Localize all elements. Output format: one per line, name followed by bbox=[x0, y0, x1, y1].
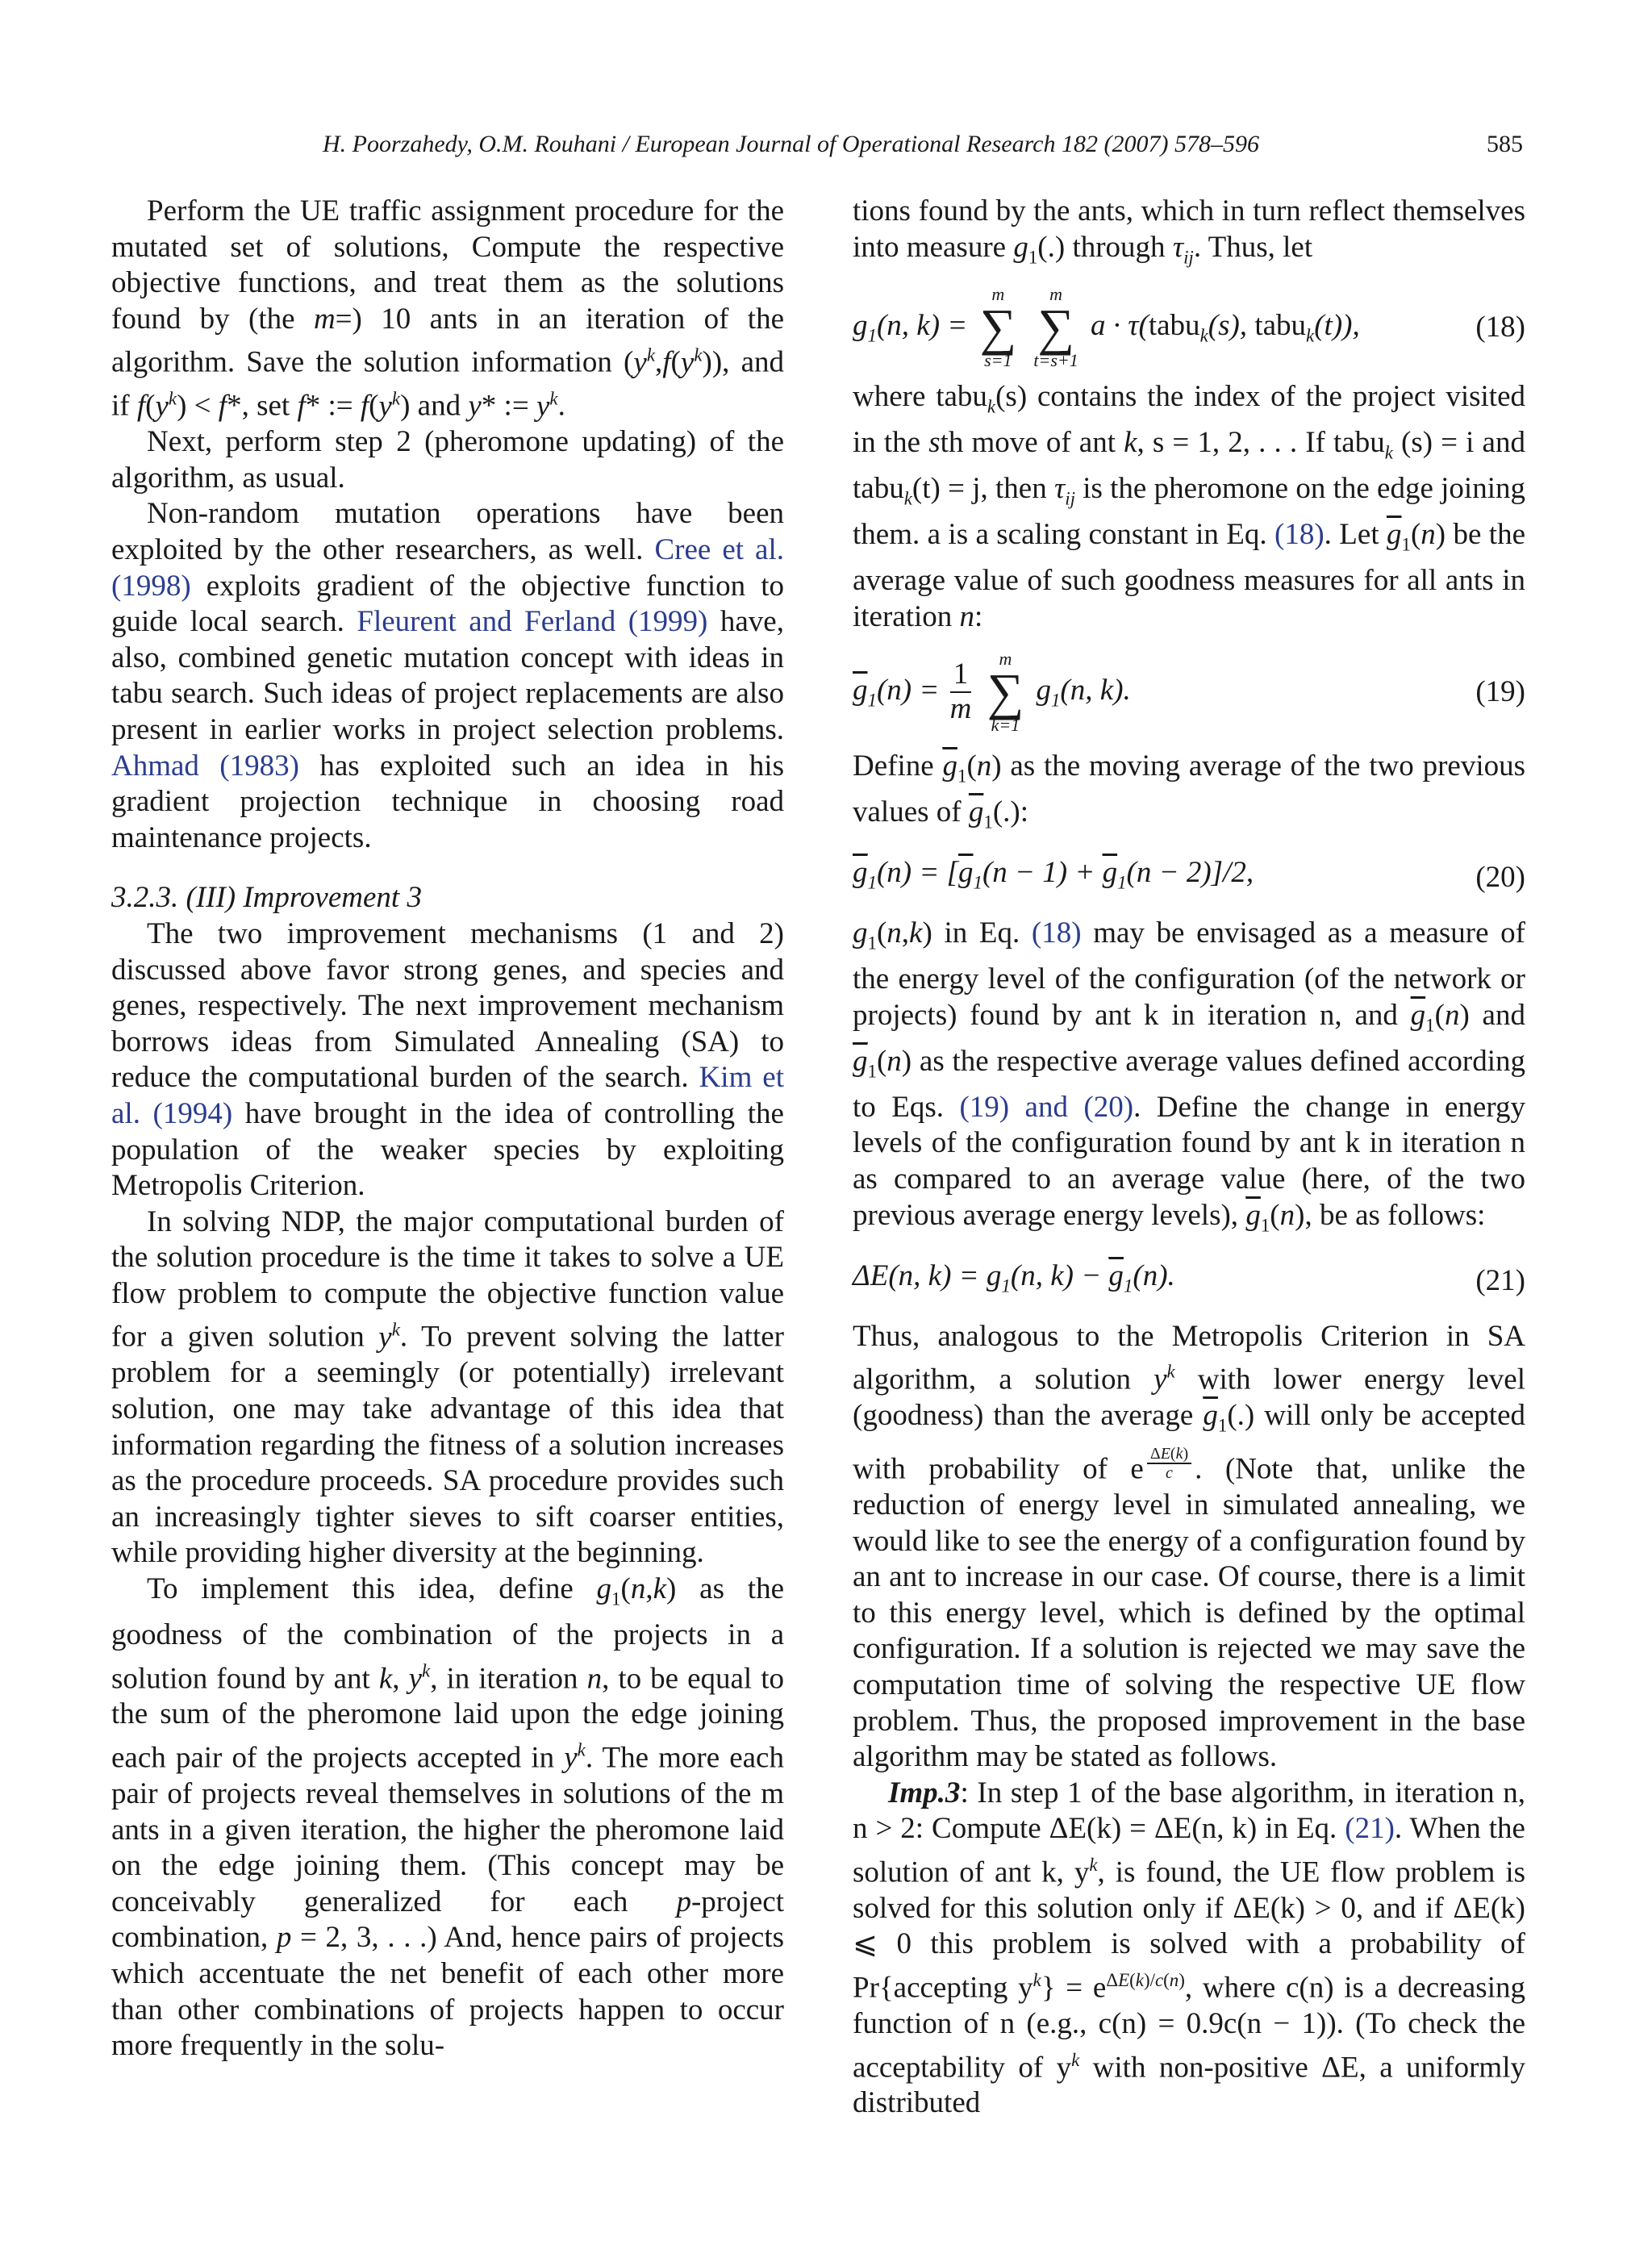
equation-number-18: (18) bbox=[1475, 310, 1525, 344]
imp3-label: Imp.3 bbox=[888, 1776, 961, 1809]
equation-number-19: (19) bbox=[1475, 674, 1525, 708]
citation-kim-1994[interactable]: Kim et al. (1994) bbox=[111, 1061, 785, 1130]
paragraph-ndp: In solving NDP, the major computational burden of the solution procedure is the time it takes to solve a UE flow problem to compute the objective function value for a given solution $y^k$. To prevent solving the latter problem for a seemingly (or potentially) irrelevant solution, one may take advantage of this idea that information regarding the fitness of a solution increases as the procedure proceeds. SA procedure provides such an increasingly tighter sieves to sift coarser entities, while providing higher diversity at the beginning. bbox=[111, 1204, 784, 1570]
section-heading: 3.2.3. (III) Improvement 3 bbox=[111, 881, 422, 915]
equation-18: $g_1(n$, k) = m ∑ s=1 m ∑ t=s+1 a · τ(tabu$_k$(s), tabu$_k$(t)), (18) bbox=[853, 283, 1525, 371]
paragraph-mutation: Perform the UE traffic assignment procedure for the mutated set of solutions, Compute the respective objective functions, and treat them as the solutions found by (the m=) 10 ants in an iteration of the algorithm. Save the solution information $(y^k,f(y^k))$, and if $f(y^k) < f*$, set f* := $f(y^k)$ and y* := $y^k$. bbox=[111, 194, 784, 423]
running-header bbox=[111, 131, 1523, 163]
equation-number-20: (20) bbox=[1475, 861, 1525, 895]
ref-eq-18[interactable]: (18) bbox=[1274, 518, 1325, 552]
paragraph-improvement-intro: The two improvement mechanisms (1 and 2) discussed above favor strong genes, and species and genes, respectively. The next improvement mechanism borrows ideas from Simulated Annealing (SA) to reduce the computational burden of the search. Kim et al. (1994) have brought in the idea of controlling the population of the weaker species by exploiting Metropolis Criterion. bbox=[111, 916, 785, 1203]
paragraph-energy: $g_1(n,k)$ in Eq. (18) may be envisaged as a measure of the energy level of the configuration (of the network or projects) found by ant k in iteration n, and $\overline{g}_1(n)$ and $\overline{g}_1(n)$ as the respective average values defined according to Eqs. (19) and (20). Define the change in energy levels of the configuration found by ant k in iteration n as compared to an average value (here, of the two previous average energy levels), $\overline{g}_1(n)$, be as follows: bbox=[853, 916, 1525, 1235]
paragraph-nonrandom: Non-random mutation operations have been exploited by the other researchers, as well. Cree et al. (1998) exploits gradient of the objective function to guide local search. Fleurent and Ferland (1999) have, also, combined genetic mutation concept with ideas in tabu search. Such ideas of project replacements are also present in earlier works in project selection problems. Ahmad (1983) has exploited such an idea in his gradient projection technique in choosing road maintenance projects. bbox=[111, 497, 784, 854]
left-column bbox=[111, 194, 784, 2064]
ref-eq-21[interactable]: (21) bbox=[1345, 1812, 1395, 1846]
paragraph-step2: Next, perform step 2 (pheromone updating) of the algorithm, as usual. bbox=[111, 425, 784, 495]
running-title: H. Poorzahedy, O.M. Rouhani / European Journal of Operational Research 182 (2007) 578–596 bbox=[323, 131, 1259, 157]
page-number: 585 bbox=[1487, 131, 1523, 157]
paragraph-continued: tions found by the ants, which in turn reflect themselves into measure $g_1(.)$ through $\tau_{ij}$. Thus, let bbox=[853, 194, 1525, 267]
equation-number-21: (21) bbox=[1475, 1263, 1525, 1297]
right-column bbox=[853, 194, 1525, 2122]
paragraph-tabu: where tabu$_k$(s) contains the index of the project visited in the sth move of ant k, s = 1, 2, . . . If tabu$_k$ (s) = i and tabu$_k$(t) = j, then $\tau_{ij}$ is the pheromone on the edge joining them. a is a scaling constant in Eq. (18). Let $\overline{g}_1(n)$ be the average value of such goodness measures for all ants in iteration n: bbox=[853, 380, 1525, 633]
citation-ahmad-1983[interactable]: Ahmad (1983) bbox=[111, 749, 299, 783]
citation-fleurent-ferland-1999[interactable]: Fleurent and Ferland (1999) bbox=[357, 605, 708, 639]
paragraph-define: Define $\overline{g}_1(n)$ as the moving average of the two previous values of $\overline{g}_1(.)$: bbox=[853, 749, 1525, 841]
equation-20: $\overline{g}_1(n) = [\overline{g}_1(n - 1) + \overline{g}_1(n - 2)]/2$, (20) bbox=[853, 855, 1525, 901]
paragraph-implement: To implement this idea, define $g_1(n,k)$ as the goodness of the combination of the projects in a solution found by ant k, $y^k$, in iteration n, to be equal to the sum of the pheromone laid upon the edge joining each pair of the projects accepted in $y^k$. The more each pair of projects reveal themselves in solutions of the m ants in a given iteration, the higher the pheromone laid on the edge joining them. (This concept may be conceivably generalized for each p-project combination, p = 2, 3, . . .) And, hence pairs of projects which accentuate the net benefit of each other more than other combinations of projects happen to occur more frequently in the solu- bbox=[111, 1572, 784, 2063]
equation-19: $\overline{g}_1(n)$ = $\frac{1}{m}$ m ∑ k=1 $g_1(n$, k). (19) bbox=[853, 648, 1525, 736]
equation-21: ΔE(n, $k) = g_1(n$, $k) - \overline{g}_1(n)$. (21) bbox=[853, 1258, 1525, 1304]
paragraph-metropolis: Thus, analogous to the Metropolis Criterion in SA algorithm, a solution $y^k$ with lower energy level (goodness) than the average $\overline{g}_1(.)$ will only be accepted with probability of e $^{\frac{\Delta E(k)}{c}}$ . (Note that, unlike the reduction of energy level in simulated annealing, we would like to see the energy of a configuration found by an ant to increase in our case. Of course, there is a limit to this energy level, which is defined by the optimal configuration. If a solution is rejected we may save the computation time of solving the respective UE flow problem. Thus, the proposed improvement in the base algorithm may be stated as follows. bbox=[853, 1319, 1525, 1774]
ref-eq-19-20[interactable]: (19) and (20) bbox=[959, 1090, 1134, 1124]
ref-eq-18-b[interactable]: (18) bbox=[1031, 916, 1082, 950]
citation-cree-1998[interactable]: Cree et al. (1998) bbox=[111, 533, 784, 603]
paragraph-imp3: Imp.3: In step 1 of the base algorithm, in iteration n, n > 2: Compute ΔE(k) = ΔE(n, k) in Eq. (21). When the solution of ant k, $y^k$, is found, the UE flow problem is solved for this solution only if ΔE(k) > 0, and if ΔE(k) ⩽ 0 this problem is solved with a probability of Pr{accepting $y^k\} = e^{\Delta E(k)/c(n)}$, where c(n) is a decreasing function of n (e.g., c(n) = 0.9c(n − 1)). (To check the acceptability of $y^k$ with non-positive ΔE, a uniformly distributed bbox=[853, 1776, 1526, 2120]
